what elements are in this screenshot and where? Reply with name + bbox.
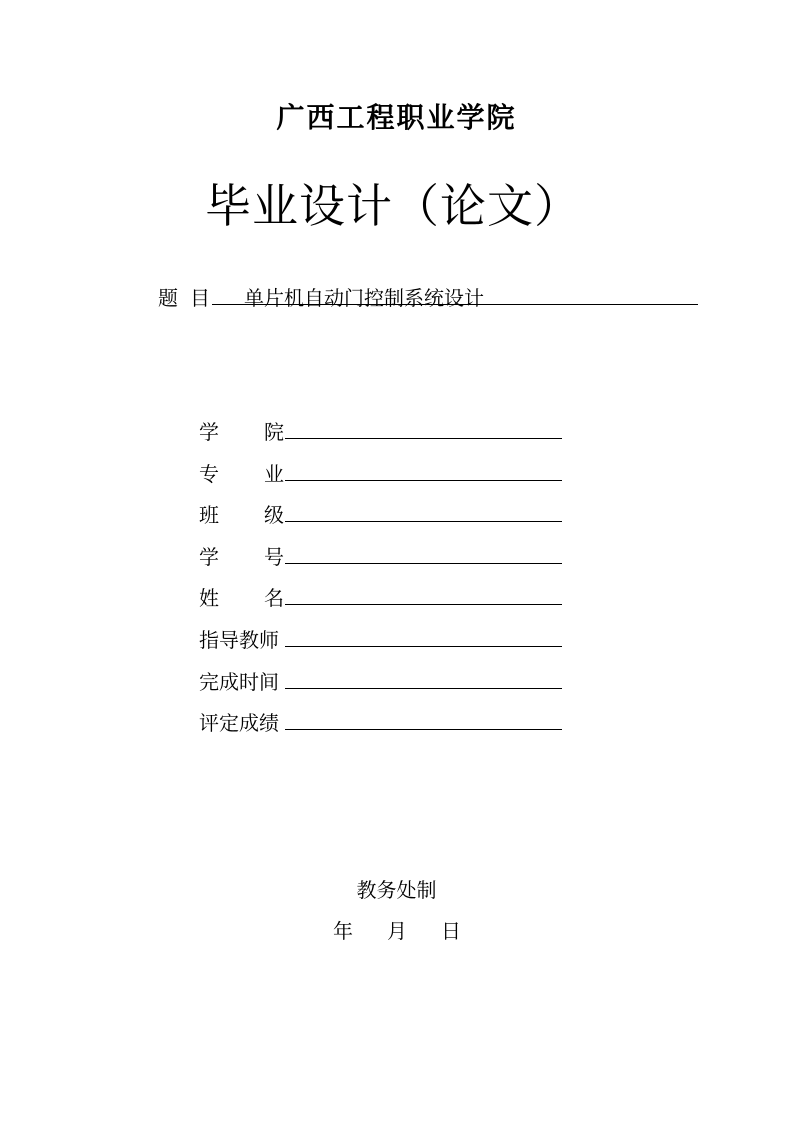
field-label-completion-date: 完成时间 — [199, 670, 279, 694]
field-line-name[interactable] — [285, 582, 562, 605]
field-label-student-id — [199, 541, 284, 570]
field-label-student-id-char-1: 学 — [199, 545, 219, 569]
field-line-class[interactable] — [285, 499, 562, 522]
field-label-college-char-2: 院 — [264, 420, 284, 444]
field-label-college — [199, 416, 284, 445]
year-label: 年 — [333, 919, 353, 943]
document-title: 毕业设计（论文） — [205, 179, 581, 233]
month-label: 月 — [387, 919, 407, 943]
topic-label-char-1: 题 — [158, 286, 178, 310]
field-label-class — [199, 499, 284, 528]
topic-value: 单片机自动门控制系统设计 — [244, 286, 484, 310]
topic-label-char-2: 目 — [190, 286, 210, 310]
field-label-name-char-1: 姓 — [199, 586, 219, 610]
field-line-grade[interactable] — [285, 707, 562, 730]
field-label-grade: 评定成绩 — [199, 711, 279, 735]
field-label-major-char-1: 专 — [199, 462, 219, 486]
field-label-major — [199, 458, 284, 487]
field-label-class-char-1: 班 — [199, 503, 219, 527]
field-label-college-char-1: 学 — [199, 420, 219, 444]
field-label-class-char-2: 级 — [264, 503, 284, 527]
school-name: 广西工程职业学院 — [276, 101, 517, 134]
field-line-major[interactable] — [285, 458, 562, 481]
field-line-advisor[interactable] — [285, 624, 562, 647]
field-label-advisor: 指导教师 — [199, 628, 279, 652]
field-line-student-id[interactable] — [285, 541, 562, 564]
field-label-student-id-char-2: 号 — [264, 545, 284, 569]
date-line — [333, 915, 461, 944]
issuing-office: 教务处制 — [356, 878, 437, 902]
field-label-name-char-2: 名 — [264, 586, 284, 610]
topic-label — [158, 282, 210, 311]
field-label-name — [199, 582, 284, 611]
field-label-major-char-2: 业 — [264, 462, 284, 486]
field-line-college[interactable] — [285, 416, 562, 439]
day-label: 日 — [441, 919, 461, 943]
field-line-completion-date[interactable] — [285, 666, 562, 689]
